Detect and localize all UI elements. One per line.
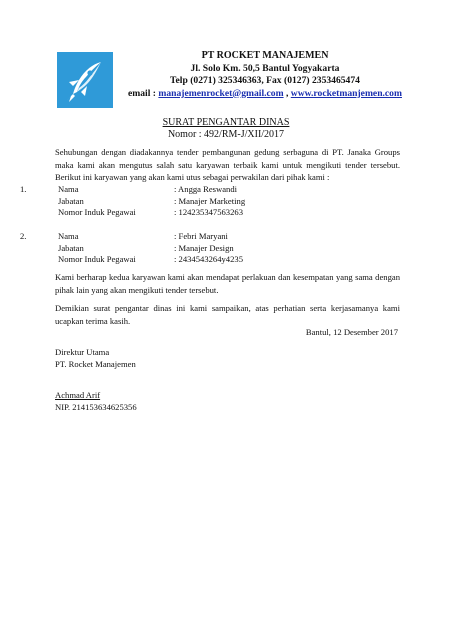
- email-label: email :: [128, 87, 159, 99]
- field-value: : Febri Maryani: [174, 231, 228, 241]
- signatory-block: [55, 347, 136, 370]
- field-value: : 124235347563263: [174, 207, 243, 217]
- field-value: : 2434543264y4235: [174, 254, 243, 264]
- company-logo: [57, 52, 113, 108]
- employee-row: [58, 196, 378, 208]
- list-number: 2.: [20, 231, 27, 241]
- email-link[interactable]: manajemenrocket@gmail.com: [158, 87, 284, 99]
- signatory-name: Achmad Arif: [55, 390, 101, 400]
- employee-row: [58, 243, 378, 255]
- company-name: PT ROCKET MANAJEMEN: [201, 50, 329, 61]
- intro-paragraph: Sehubungan dengan diadakannya tender pembangunan gedung serbaguna di PT. Janaka Groups maka kami akan mengutus salah satu karyawan terbaik kami untuk mengikuti tender tersebut. Berikut ini karyawan yang akan kami utus sebagai perwakilan dari pihak kami :: [55, 147, 400, 182]
- field-label: Jabatan: [58, 195, 84, 206]
- rocket-icon: [57, 52, 113, 108]
- field-value: : Manajer Design: [174, 242, 234, 253]
- company-contact: [115, 88, 415, 101]
- hope-paragraph: Kami berharap kedua karyawan kami akan mendapat perlakuan dan kesempatan yang sama dengan pihak lain yang akan mengikuti tender tersebut.: [55, 272, 400, 295]
- employee-row: [58, 207, 378, 219]
- letterhead: [115, 50, 415, 100]
- field-value: : Angga Reswandi: [174, 184, 238, 194]
- signatory-nip: NIP. 214153634625356: [55, 401, 137, 412]
- contact-separator: ,: [283, 87, 291, 99]
- field-label: Jabatan: [58, 242, 84, 253]
- company-phone: Telp (0271) 325346363, Fax (0127) 2353465474: [170, 75, 360, 86]
- closing-paragraph: Demikian surat pengantar dinas ini kami sampaikan, atas perhatian serta kerjasamanya kami ucapkan terima kasih.: [55, 303, 400, 326]
- list-number: 1.: [20, 184, 27, 194]
- signatory-company: PT. Rocket Manajemen: [55, 358, 136, 369]
- employee-row: [58, 254, 378, 266]
- field-label: Nama: [58, 184, 79, 194]
- employee-row: [58, 231, 378, 243]
- field-label: Nomor Induk Pegawai: [58, 254, 136, 264]
- letter-heading: SURAT PENGANTAR DINAS: [162, 117, 290, 128]
- company-address: Jl. Solo Km. 50,5 Bantul Yogyakarta: [190, 62, 340, 74]
- signatory-identity: [55, 390, 137, 413]
- field-label: Nomor Induk Pegawai: [58, 207, 136, 217]
- signatory-position: Direktur Utama: [55, 347, 110, 357]
- place-date: Bantul, 12 Desember 2017: [305, 327, 398, 337]
- letter-title: [0, 117, 452, 141]
- field-value: : Manajer Marketing: [174, 195, 246, 206]
- letter-number: Nomor : 492/RM-J/XII/2017: [167, 129, 285, 140]
- website-link[interactable]: www.rocketmanjemen.com: [290, 87, 402, 99]
- employee-row: [58, 184, 378, 196]
- field-label: Nama: [58, 231, 79, 241]
